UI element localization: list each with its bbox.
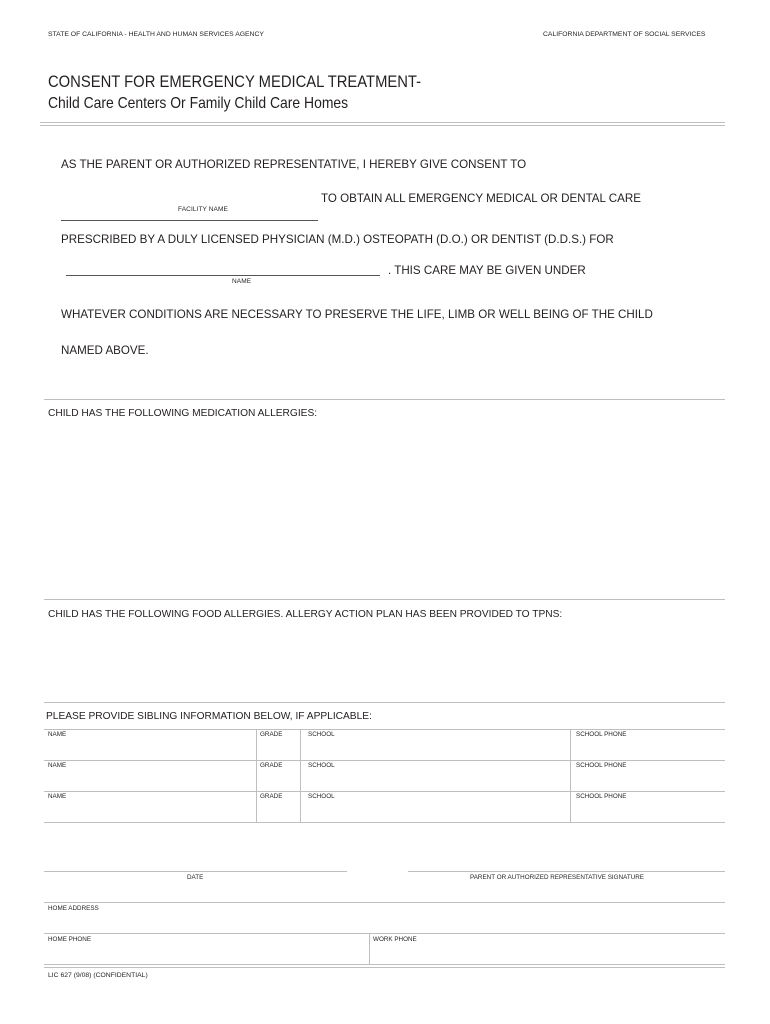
food-divider: [44, 599, 725, 600]
agency-header: STATE OF CALIFORNIA - HEALTH AND HUMAN SERVICES AGENCY: [48, 31, 264, 38]
consent-line-5: WHATEVER CONDITIONS ARE NECESSARY TO PRESERVE THE LIFE, LIMB OR WELL BEING OF THE CHILD: [61, 308, 653, 321]
child-name-label: NAME: [232, 278, 252, 285]
sibling-1-school-phone-field[interactable]: [570, 729, 725, 760]
sibling-school-label: SCHOOL: [308, 762, 335, 769]
signature-field[interactable]: [408, 830, 725, 872]
sibling-school-phone-label: SCHOOL PHONE: [576, 793, 627, 800]
sibling-divider: [44, 702, 725, 703]
sibling-2-school-field[interactable]: [300, 760, 570, 791]
sibling-2-grade-field[interactable]: [256, 760, 300, 791]
sibling-1-grade-field[interactable]: [256, 729, 300, 760]
child-name-field[interactable]: [66, 261, 380, 276]
home-phone-field[interactable]: [44, 934, 369, 964]
consent-line-2: TO OBTAIN ALL EMERGENCY MEDICAL OR DENTAL CARE: [321, 192, 641, 205]
home-address-field[interactable]: [44, 903, 725, 933]
sibling-school-phone-label: SCHOOL PHONE: [576, 762, 627, 769]
consent-line-4: . THIS CARE MAY BE GIVEN UNDER: [388, 264, 586, 277]
department-header: CALIFORNIA DEPARTMENT OF SOCIAL SERVICES: [543, 31, 706, 38]
facility-name-label: FACILITY NAME: [178, 206, 228, 213]
sibling-2-school-phone-field[interactable]: [570, 760, 725, 791]
title-divider: [40, 122, 725, 123]
title-divider-2: [40, 125, 725, 126]
footer-line-2: [44, 967, 725, 968]
sibling-school-phone-label: SCHOOL PHONE: [576, 731, 627, 738]
sibling-school-label: SCHOOL: [308, 793, 335, 800]
consent-line-1: AS THE PARENT OR AUTHORIZED REPRESENTATIVE, I HEREBY GIVE CONSENT TO: [61, 158, 527, 171]
sibling-heading: PLEASE PROVIDE SIBLING INFORMATION BELOW, IF APPLICABLE:: [46, 711, 372, 722]
sibling-table: [44, 729, 725, 823]
sibling-name-label: NAME: [48, 793, 67, 800]
sibling-1-name-field[interactable]: [44, 729, 256, 760]
sibling-name-label: NAME: [48, 762, 67, 769]
consent-line-3: PRESCRIBED BY A DULY LICENSED PHYSICIAN (M.D.) OSTEOPATH (D.O.) OR DENTIST (D.D.S.) FOR: [61, 233, 614, 246]
food-allergies-field[interactable]: [44, 626, 725, 698]
sibling-school-label: SCHOOL: [308, 731, 335, 738]
home-phone-label: HOME PHONE: [48, 936, 92, 943]
signature-label: PARENT OR AUTHORIZED REPRESENTATIVE SIGNATURE: [470, 874, 645, 881]
home-address-label: HOME ADDRESS: [48, 905, 99, 912]
date-label: DATE: [187, 874, 204, 881]
sibling-1-school-field[interactable]: [300, 729, 570, 760]
consent-line-6: NAMED ABOVE.: [61, 344, 149, 357]
date-field[interactable]: [44, 830, 347, 872]
sibling-grade-label: GRADE: [260, 793, 283, 800]
medication-divider: [44, 399, 725, 400]
work-phone-label: WORK PHONE: [373, 936, 417, 943]
work-phone-field[interactable]: [370, 934, 725, 964]
food-allergies-label: CHILD HAS THE FOLLOWING FOOD ALLERGIES. ALLERGY ACTION PLAN HAS BEEN PROVIDED TO TPNS:: [48, 609, 563, 620]
form-subtitle: Child Care Centers Or Family Child Care Homes: [48, 95, 349, 112]
sibling-name-label: NAME: [48, 731, 67, 738]
sibling-grade-label: GRADE: [260, 731, 283, 738]
medication-allergies-field[interactable]: [44, 425, 725, 595]
sibling-3-school-phone-field[interactable]: [570, 791, 725, 822]
footer-line-1: [44, 964, 725, 965]
sibling-3-school-field[interactable]: [300, 791, 570, 822]
sibling-3-name-field[interactable]: [44, 791, 256, 822]
sibling-grade-label: GRADE: [260, 762, 283, 769]
sibling-3-grade-field[interactable]: [256, 791, 300, 822]
sibling-2-name-field[interactable]: [44, 760, 256, 791]
form-id: LIC 627 (9/08) (CONFIDENTIAL): [48, 972, 148, 979]
medication-allergies-label: CHILD HAS THE FOLLOWING MEDICATION ALLERGIES:: [48, 408, 318, 419]
form-title: CONSENT FOR EMERGENCY MEDICAL TREATMENT-: [48, 72, 422, 91]
